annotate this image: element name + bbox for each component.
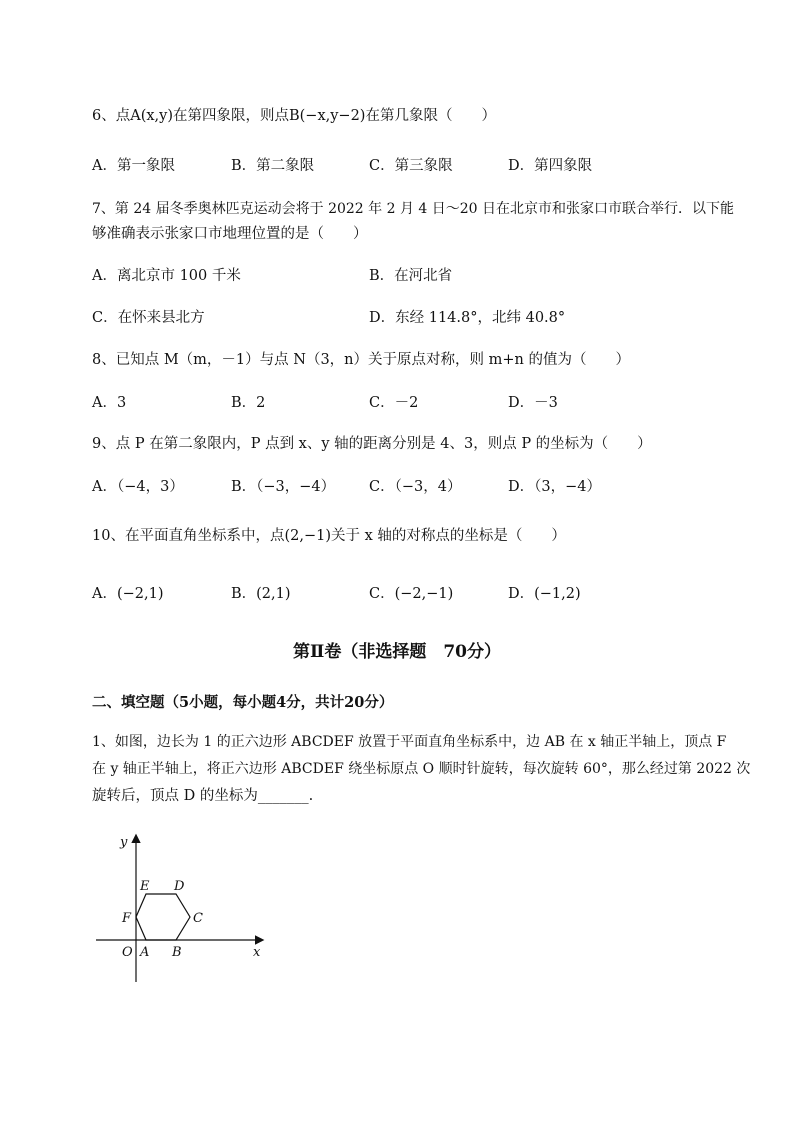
vertex-d-label: D — [174, 879, 185, 894]
q8-option-d: D．－3 — [508, 395, 558, 411]
q6-option-c: C．第三象限 — [369, 158, 453, 174]
q8-option-a: A．3 — [92, 395, 127, 411]
q7-option-c: C．在怀来县北方 — [92, 310, 205, 326]
q8-option-b: B．2 — [231, 395, 266, 411]
q9-option-b: B．（−3，−4） — [231, 479, 336, 495]
question-10-stem: 10、在平面直角坐标系中，点(2,−1)关于 x 轴的对称点的坐标是（ ） — [92, 528, 566, 544]
vertex-e-label: E — [140, 879, 150, 894]
y-axis-label: y — [120, 835, 128, 850]
q10-option-d: D．(−1,2) — [508, 586, 581, 602]
question-7-stem-line2: 够准确表示张家口市地理位置的是（ ） — [92, 226, 368, 242]
x-axis-label: x — [253, 945, 261, 960]
subsection-title: 二、填空题（5小题，每小题4分，共计20分） — [92, 694, 394, 711]
vertex-c-label: C — [193, 911, 203, 926]
q9-option-d: D．（3，−4） — [508, 479, 601, 495]
question-7-stem-line1: 7、第 24 届冬季奥林匹克运动会将于 2022 年 2 月 4 日～20 日在北京市和张家口市联合举行．以下能 — [92, 201, 735, 217]
vertex-f-label: F — [122, 911, 132, 926]
q10-option-b: B．(2,1) — [231, 586, 291, 602]
vertex-b-label: B — [172, 945, 182, 960]
q6-option-a: A．第一象限 — [92, 158, 175, 174]
q6-option-d: D．第四象限 — [508, 158, 593, 174]
question-9-stem: 9、点 P 在第二象限内，P 点到 x、y 轴的距离分别是 4、3，则点 P 的坐标为（ ） — [92, 436, 652, 452]
q10-option-a: A．(−2,1) — [92, 586, 164, 602]
vertex-a-label: A — [140, 945, 150, 960]
q7-option-a: A．离北京市 100 千米 — [92, 268, 241, 284]
q7-option-d: D．东经 114.8°，北纬 40.8° — [369, 310, 566, 326]
fill-question-1-line1: 1、如图，边长为 1 的正六边形 ABCDEF 放置于平面直角坐标系中，边 AB 在 x 轴正半轴上，顶点 F — [92, 734, 727, 750]
section-title: 第Ⅱ卷（非选择题 70分） — [293, 642, 501, 662]
fill-question-1-line2: 在 y 轴正半轴上，将正六边形 ABCDEF 绕坐标原点 O 顺时针旋转，每次旋转 60°，那么经过第 2022 次 — [92, 761, 751, 777]
question-8-stem: 8、已知点 M（m，－1）与点 N（3，n）关于原点对称，则 m+n 的值为（ ） — [92, 352, 630, 368]
hexagon-abcdef — [136, 894, 190, 940]
fill-question-1-line3: 旋转后，顶点 D 的坐标为_______. — [92, 788, 314, 804]
origin-label: O — [122, 945, 133, 960]
q7-option-b: B．在河北省 — [369, 268, 453, 284]
q10-option-c: C．(−2,−1) — [369, 586, 454, 602]
q9-option-c: C．（−3，4） — [369, 479, 462, 495]
question-6-stem: 6、点A(x,y)在第四象限，则点B(−x,y−2)在第几象限（ ） — [92, 108, 496, 124]
q9-option-a: A．（−4，3） — [92, 479, 184, 495]
q6-option-b: B．第二象限 — [231, 158, 315, 174]
hexagon-coordinate-figure — [90, 826, 270, 991]
q8-option-c: C．－2 — [369, 395, 419, 411]
